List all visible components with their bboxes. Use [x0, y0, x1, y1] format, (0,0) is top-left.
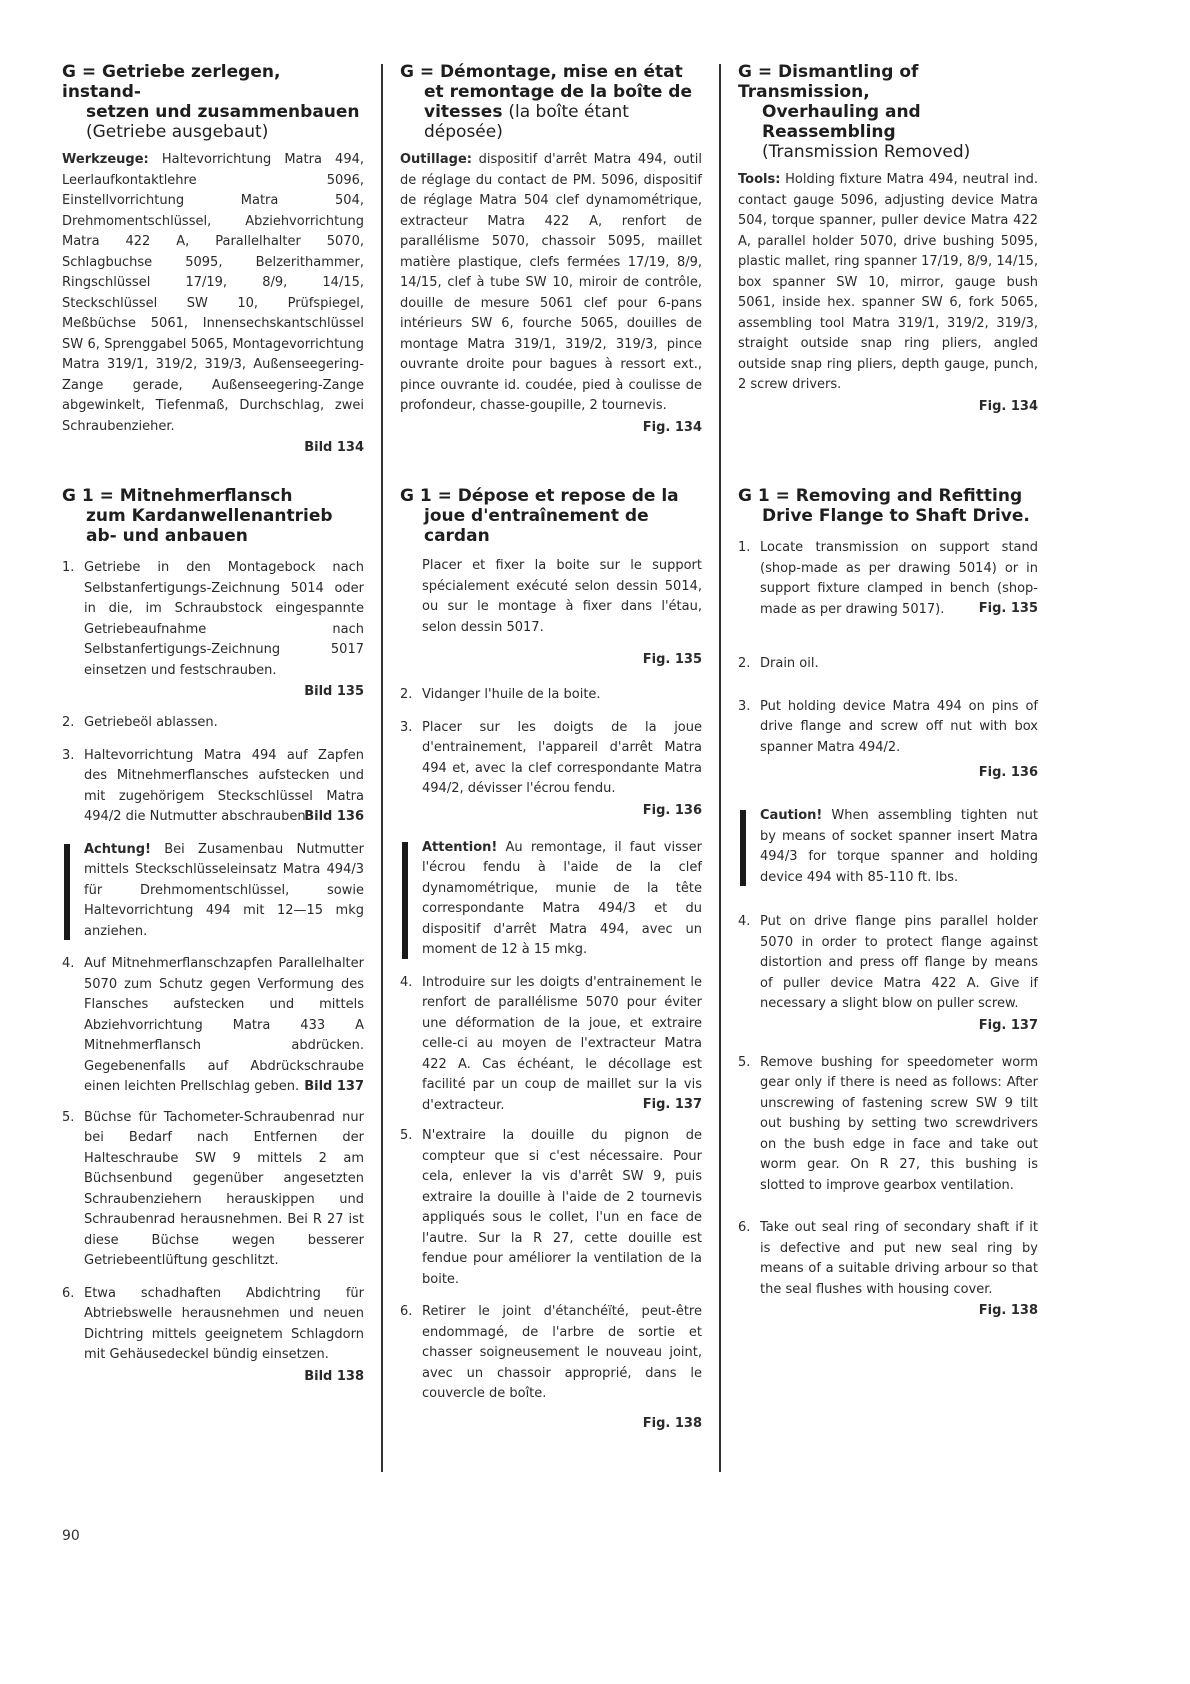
- figure-ref: Fig. 138: [642, 1415, 702, 1431]
- warning-bar-icon: [64, 844, 70, 941]
- step-item: 4. Introduire sur les doigts d'entrainement le renfort de parallélisme 5070 pour éviter une déformation de la joue, et extraire celle-ci au moyen de l'extracteur Matra 422 A. Cas échéant, le décollage est facilité par un coup de maillet sur la vis d'extracteur. Fig. 137: [400, 974, 702, 1113]
- warning-bar-icon: [740, 810, 746, 886]
- figure-ref: Bild 135: [304, 684, 364, 699]
- section-title: G = Démontage, mise en état et remontage de la boîte de vitesses (la boîte étant déposée): [400, 62, 692, 142]
- figure-ref: Fig. 137: [978, 1017, 1038, 1033]
- section-g1-english: [738, 486, 1038, 1320]
- figure-ref: Fig. 134: [642, 419, 702, 435]
- step-list: [738, 538, 1038, 1320]
- figure-ref: Fig. 137: [642, 1097, 702, 1112]
- step-item: 5. N'extraire la douille du pignon de compteur que si c'est nécessaire. Pour cela, enlever la vis d'arrêt SW 9, puis extraire la douille à l'aide de 2 tournevis appliqués sous le collet, l'un en face de l'autre. Sur la R 27, cette douille est fendue pour améliorer la ventilation de la boite.: [400, 1128, 702, 1287]
- step-item: 6. Retirer le joint d'étanchéïté, peut-être endommagé, de l'arbre de sortie et chasser soigneusement le nouveau joint, avec un chassoir approprié, dans le couvercle de boîte. Fig. 138: [400, 1304, 702, 1431]
- warning-note: Achtung! Bei Zusamenbau Nutmutter mittels Steckschlüsseleinsatz Matra 494/3 für Drehmomentschlüssel, sowie Haltevorrichtung 494 mit 12—15 mkg anziehen.: [62, 840, 364, 943]
- warning-bar-icon: [402, 842, 408, 959]
- section-title: G = Dismantling of Transmission, Overhauling and Reassembling (Transmission Removed): [738, 62, 971, 162]
- section-title: G 1 = Removing and Refitting Drive Flange to Shaft Drive.: [738, 486, 1030, 526]
- step-item: 6. Etwa schadhaften Abdichtring für Abtriebswelle herausnehmen und neuen Dichtring mittels geeignetem Schlagdorn mit Gehäusedeckel bündig einsetzen. Bild 138: [62, 1285, 364, 1384]
- column-divider-1: [381, 64, 383, 1472]
- figure-ref: Fig. 136: [642, 802, 702, 818]
- step-item: 4. Auf Mitnehmerflanschzapfen Parallelhalter 5070 zum Schutz gegen Verformung des Flansches aufstecken und mittels Abziehvorrichtung Matra 433 A Mitnehmerflansch abdrücken. Gegebenenfalls auf Abdrückschraube einen leichten Prellschlag geben. Bild 137: [62, 956, 364, 1094]
- step-item: 1. Getriebe in den Montagebock nach Selbstanfertigungs-Zeichnung 5014 oder in die, im Schraubstock eingespannte Getriebeaufnahme nach Selbstanfertigungs-Zeichnung 5017 einsetzen und festschrauben. Bild 135: [62, 560, 364, 699]
- step-item: 2. Drain oil.: [738, 656, 819, 671]
- figure-ref: Bild 136: [304, 808, 364, 824]
- figure-ref: Fig. 135: [642, 652, 702, 667]
- section-title: G = Getriebe zerlegen, instand- setzen und zusammenbauen (Getriebe ausgebaut): [62, 62, 360, 142]
- step-item: 3. Put holding device Matra 494 on pins of drive flange and screw off nut with box spanner Matra 494/2. Fig. 136: [738, 698, 1038, 780]
- column-divider-2: [719, 64, 721, 1472]
- figure-ref: Fig. 135: [978, 601, 1038, 616]
- tools-list: Werkzeuge: Haltevorrichtung Matra 494, Leerlaufkontaktlehre 5096, Einstellvorrichtung Matra 504, Drehmomentschlüssel, Abziehvorrichtung Matra 422 A, Parallelhalter 5070, Schlagbuchse 5095, Belzerithammer, Ringschlüssel 17/19, 8/9, 14/15, Steckschlüssel SW 10, Prüfspiegel, Meßbüchse 5061, Innensechskantschlüssel SW 6, Sprenggabel 5065, Montagevorrichtung Matra 319/1, 319/2, 319/3, Außenseegering-Zange gerade, Außenseegering-Zange abgewinkelt, Tiefenmaß, Durchschlag, zwei Schraubenzieher.: [62, 152, 364, 434]
- section-g1-french: [400, 486, 702, 1433]
- step-item: 5. Remove bushing for speedometer worm gear only if there is need as follows: After unscrewing of fastening screw SW 9 tilt out bushing by setting two screwdrivers on the bush edge in face and take out worm gear. On R 27, this bushing is slotted to improve gearbox ventilation.: [738, 1054, 1038, 1193]
- section-g-english: [738, 62, 1038, 416]
- step-item: 6. Take out seal ring of secondary shaft if it is defective and put new seal ring by means of a suitable driving arbour so that the seal flushes with housing cover. Fig. 138: [738, 1220, 1038, 1318]
- step-item: 1. Locate transmission on support stand (shop-made as per drawing 5014) or in support fixture clamped in bench (shop-made as per drawing 5017). Fig. 135: [738, 540, 1038, 617]
- step-list: [62, 558, 364, 1386]
- step-item: 2. Getriebeöl ablassen.: [62, 715, 218, 730]
- section-g-german: [62, 62, 364, 457]
- warning-note: Attention! Au remontage, il faut visser l'écrou fendu à l'aide de la clef dynamométrique, munie de la tête correspondante Matra 494/3 et du dispositif d'arrêt Matra 494, avec un moment de 12 à 15 mkg.: [400, 838, 702, 961]
- figure-ref: Bild 137: [304, 1078, 364, 1094]
- figure-ref: Fig. 138: [978, 1303, 1038, 1318]
- intro-paragraph: Placer et fixer la boite sur le support spécialement exécuté selon dessin 5014, ou sur le montage à fixer dans l'étau, selon dessin 5017.: [422, 558, 702, 635]
- section-g-french: [400, 62, 702, 437]
- step-item: 5. Büchse für Tachometer-Schraubenrad nur bei Bedarf nach Entfernen der Halteschraube SW 9 mittels 2 am Büchsenbund gegenüber angesetzten Schraubenziehern herauskippen und Schraubenrad herausnehmen. Bei R 27 ist diese Büchse wegen besserer Getriebeentlüftung geschlitzt.: [62, 1109, 364, 1268]
- warning-note: Caution! When assembling tighten nut by means of socket spanner insert Matra 494/3 for torque spanner and holding device 494 with 85-110 ft. lbs.: [738, 806, 1038, 888]
- figure-ref: Fig. 136: [978, 765, 1038, 780]
- figure-ref: Fig. 134: [978, 398, 1038, 414]
- section-title: G 1 = Dépose et repose de la joue d'entraînement de cardan: [400, 486, 679, 546]
- step-list: [400, 685, 702, 1433]
- step-item: 2. Vidanger l'huile de la boite.: [400, 687, 601, 702]
- page-number: 90: [62, 1528, 80, 1544]
- tools-list: Outillage: dispositif d'arrêt Matra 494, outil de réglage du contact de PM. 5096, dispositif de réglage Matra 504 clef dynamométrique, extracteur Matra 422 A, renfort de parallélisme 5070, chassoir 5095, maillet matière plastique, clefs fermées 17/19, 8/9, 14/15, clef à tube SW 10, miroir de contrôle, douille de mesure 5061 clef pour 6-pans intérieurs SW 6, fourche 5065, douilles de montage Matra 319/1, 319/2, 319/3, pince ouvrante droite pour bagues à ressort ext., pince ouvrante id. coudée, pied à coulisse de profondeur, chasse-goupille, 2 tournevis.: [400, 152, 703, 413]
- section-title: G 1 = Mitnehmerflansch zum Kardanwellenantrieb ab- und anbauen: [62, 486, 333, 546]
- step-item: 3. Placer sur les doigts de la joue d'entrainement, l'appareil d'arrêt Matra 494 et, avec la clef correspondante Matra 494/2, dévisser l'écrou fendu. Fig. 136: [400, 719, 702, 818]
- step-item: 4. Put on drive flange pins parallel holder 5070 in order to protect flange against distortion and press off flange by means of puller device Matra 422 A. Give if necessary a slight blow on puller screw. Fig. 137: [738, 914, 1038, 1033]
- tools-list: Tools: Holding fixture Matra 494, neutral ind. contact gauge 5096, adjusting device Matra 504, torque spanner, puller device Matra 422 A, parallel holder 5070, drive bushing 5095, plastic mallet, ring spanner 17/19, 8/9, 14/15, box spanner SW 10, mirror, gauge bush 5061, inside hex. spanner SW 6, fork 5065, assembling tool Matra 319/1, 319/2, 319/3, straight outside snap ring pliers, angled outside snap ring pliers, depth gauge, punch, 2 screw drivers.: [738, 172, 1038, 392]
- figure-ref: Bild 138: [304, 1368, 364, 1384]
- step-item: 3. Haltevorrichtung Matra 494 auf Zapfen des Mitnehmerflansches aufstecken und mit zugehörigem Steckschlüssel Matra 494/2 die Nutmutter abschrauben. Bild 136: [62, 747, 364, 824]
- section-g1-german: [62, 486, 364, 1386]
- figure-ref: Bild 134: [304, 440, 364, 455]
